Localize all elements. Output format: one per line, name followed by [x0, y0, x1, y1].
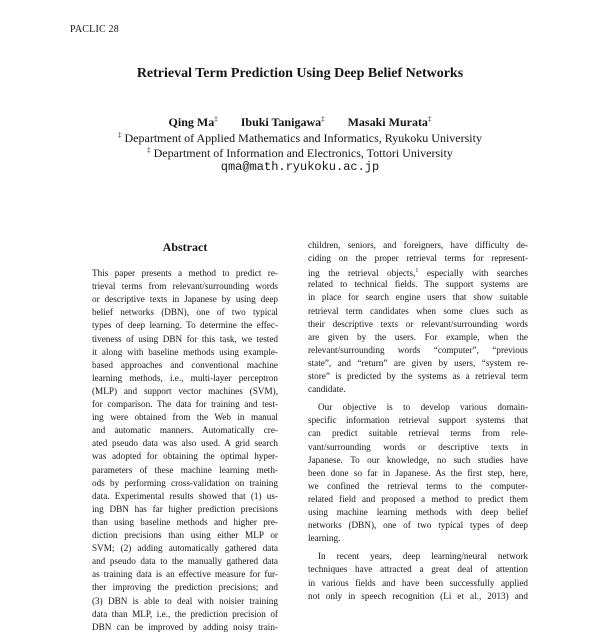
body-line: children, seniors, and foreigners, have difficulty de-	[308, 240, 528, 250]
body-line: specific information retrieval support systems that	[308, 415, 528, 426]
abstract-line: it along with baseline methods using example-	[92, 346, 278, 357]
body-line: using machine learning methods with deep belief	[308, 507, 528, 517]
abstract-line: for comparison. The data for training and test-	[92, 399, 278, 409]
abstract-line: or descriptive texts in Japanese by using deep	[92, 294, 278, 305]
abstract-line: (MLP) and support vector machines (SVM),	[92, 385, 278, 396]
abstract-line: trieval terms from relevant/surrounding words	[92, 281, 278, 292]
abstract-line: belief networks (DBN), one of two typical	[92, 307, 278, 318]
abstract-line: than using baseline methods and higher pre-	[92, 516, 278, 527]
body-line: ing the retrieval objects,$^1$ especially with searches	[308, 268, 529, 279]
abstract-line: data than MLP, i.e., the prediction precision of	[92, 608, 278, 619]
author-email[interactable]: qma@math.ryukoku.ac.jp	[220, 160, 380, 174]
body-line: related to technical fields. The support systems are	[308, 279, 528, 290]
body-line: techniques have attracted a great deal of attention	[308, 564, 528, 575]
abstract-line: (3) DBN is able to deal with noisier training	[92, 595, 278, 606]
body-line: learning.	[308, 533, 341, 544]
running-header: PACLIC 28	[70, 24, 119, 35]
body-line: Japanese. To our knowledge, no such studies have	[308, 454, 528, 465]
abstract-line: diction precisions than using either MLP or	[92, 530, 278, 540]
abstract-line: ing DBN has far higher prediction precisions	[92, 503, 278, 514]
body-line: retrieval term candidates when some clues such as	[308, 305, 528, 316]
paper-title: Retrieval Term Prediction Using Deep Belief Networks	[136, 66, 464, 81]
abstract-line: as training data is an effective measure for fur-	[92, 569, 278, 580]
body-line: vant/surrounding words or descriptive texts in	[308, 441, 528, 452]
body-line: store” is predicted by the systems as a retrieval term	[308, 371, 528, 381]
abstract-line: tiveness of using DBN for this task, we tested	[92, 333, 278, 344]
body-line: are given by the users. For example, when the	[308, 331, 528, 342]
author: Qing Ma‡	[168, 115, 218, 129]
abstract-line: ther improving the prediction precisions; and	[92, 582, 278, 593]
abstract-line: ods by performing cross-validation on training	[92, 477, 278, 488]
body-line: in various fields and have been successfully applied	[308, 577, 528, 588]
abstract-line: This paper presents a method to predict re-	[92, 268, 278, 278]
abstract-line: SVM; (2) adding automatically gathered data	[92, 543, 278, 554]
abstract-line: was adopted for obtaining the optimal hyper-	[92, 451, 278, 462]
body-line: not only in speech recognition (Li et al., 2013) and	[308, 590, 528, 601]
abstract-line: types of deep learning. To determine the effec-	[92, 320, 278, 331]
author-list	[0, 115, 600, 130]
author: Ibuki Tanigawa‡	[240, 115, 325, 129]
affiliation: ‡ Department of Applied Mathematics and Informatics, Ryukoku University	[118, 131, 482, 145]
body-line: relevant/surrounding words “computer”, “previous	[308, 344, 528, 355]
body-line: been done so far in Japanese. As the first step, here,	[308, 467, 528, 478]
footnote-marker: 1	[415, 268, 419, 275]
author: Masaki Murata‡	[347, 115, 432, 129]
abstract-line: and automatic manners. Automatically cre-	[92, 425, 278, 436]
abstract-line: parameters of these machine learning meth-	[92, 464, 278, 475]
abstract-line: data. Experimental results showed that (1) us-	[92, 490, 278, 501]
body-line: candidate.	[308, 384, 346, 395]
abstract-line: based approaches and conventional machine	[92, 359, 278, 370]
body-line: related field and proposed a method to predict them	[308, 493, 528, 504]
body-line: their descriptive texts or relevant/surrounding words	[308, 318, 528, 329]
body-line: state”, and “return” are given by users, “system re-	[308, 357, 528, 368]
body-line: can predict suitable retrieval terms from rele-	[308, 428, 528, 439]
abstract-line: ing were obtained from the Web in manual	[92, 412, 278, 423]
abstract-line: ated pseudo data was also used. A grid search	[92, 438, 278, 449]
abstract-line: and pseudo data to the manually gathered data	[92, 556, 278, 567]
body-line: in place for search engine users that show suitable	[308, 292, 528, 303]
abstract-heading: Abstract	[162, 240, 208, 254]
affiliation: ‡ Department of Information and Electronics, Tottori University	[147, 146, 453, 160]
body-line: we confined the retrieval terms to the computer-	[308, 480, 528, 491]
body-line: Our objective is to develop various domain-	[318, 402, 528, 413]
body-line: networks (DBN), one of two typical types of deep	[308, 520, 528, 531]
abstract-line: learning methods, i.e., multi-layer perceptron	[92, 372, 278, 383]
body-line: ciding on the proper retrieval terms for represent-	[308, 253, 528, 264]
abstract-line: DBN can be improved by adding noisy train-	[92, 621, 278, 632]
body-line: In recent years, deep learning/neural network	[318, 551, 528, 562]
